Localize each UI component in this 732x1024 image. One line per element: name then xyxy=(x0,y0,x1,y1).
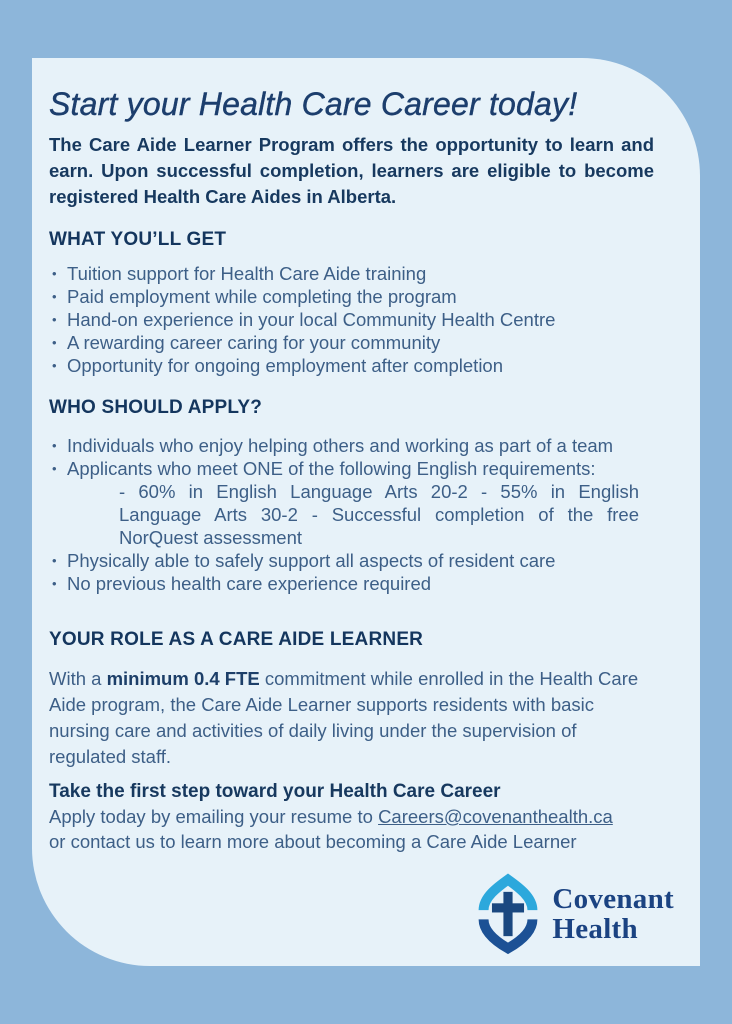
bullet-icon: • xyxy=(52,358,57,373)
role-text-suffix: commitment while enrolled in the Health Care Aide program, the Care Aide Learner supports residents with basic nursing care and activities of daily living under the supervision of regulated staff. xyxy=(49,668,639,767)
bullet-icon: • xyxy=(52,289,57,304)
apply-line xyxy=(49,804,654,829)
list-item-text: Opportunity for ongoing employment after completion xyxy=(67,355,504,376)
list-item-text: Physically able to safely support all aspects of resident care xyxy=(67,550,556,571)
list-item-text: Paid employment while completing the program xyxy=(67,286,457,307)
section-heading-who-should-apply: WHO SHOULD APPLY? xyxy=(49,397,263,418)
logo-wordmark-line1: Covenant xyxy=(552,883,674,915)
list-item xyxy=(49,354,654,377)
bullet-icon: • xyxy=(52,438,57,453)
flyer-card xyxy=(32,58,700,966)
english-requirements-detail: - 60% in English Language Arts 20-2 - 55% in English Language Arts 30-2 - Successful completion of the free NorQuest assessment xyxy=(119,481,639,548)
email-link[interactable]: Careers@covenanthealth.ca xyxy=(378,806,613,827)
cross-icon xyxy=(492,903,524,912)
list-item-text: A rewarding career caring for your community xyxy=(67,332,441,353)
covenant-health-logo xyxy=(477,872,674,956)
list-item xyxy=(49,572,654,595)
section-heading-what-you-get: WHAT YOU’LL GET xyxy=(49,229,227,250)
bullet-icon: • xyxy=(52,576,57,591)
list-item-text: Tuition support for Health Care Aide training xyxy=(67,263,427,284)
page-title: Start your Health Care Career today! xyxy=(49,86,578,122)
list-item xyxy=(49,262,654,285)
bullet-icon: • xyxy=(52,312,57,327)
covenant-health-logo-icon xyxy=(477,872,539,956)
section-heading-your-role: YOUR ROLE AS A CARE AIDE LEARNER xyxy=(49,629,424,650)
bullet-icon: • xyxy=(52,461,57,476)
logo-wordmark xyxy=(552,884,674,944)
logo-wordmark-line2: Health xyxy=(552,913,638,945)
cross-icon xyxy=(504,892,513,936)
list-item-text: No previous health care experience required xyxy=(67,573,432,594)
list-item xyxy=(49,434,654,457)
what-you-get-list xyxy=(49,262,654,377)
cta-heading: Take the first step toward your Health Care Career xyxy=(49,781,501,802)
apply-text-prefix: Apply today by emailing your resume to xyxy=(49,806,379,827)
bullet-icon: • xyxy=(52,553,57,568)
list-item xyxy=(49,331,654,354)
role-text-prefix: With a xyxy=(49,668,107,689)
list-item xyxy=(49,549,654,572)
fte-commitment-bold: minimum 0.4 FTE xyxy=(106,668,260,689)
bullet-icon: • xyxy=(52,266,57,281)
bullet-icon: • xyxy=(52,335,57,350)
who-should-apply-list xyxy=(49,434,654,595)
list-item-text: Applicants who meet ONE of the following English requirements: xyxy=(67,458,596,479)
list-item xyxy=(49,285,654,308)
contact-line: or contact us to learn more about becoming a Care Aide Learner xyxy=(49,831,577,852)
list-item-text: Hand-on experience in your local Community Health Centre xyxy=(67,309,556,330)
cta-block xyxy=(49,779,654,854)
role-paragraph xyxy=(49,666,654,770)
list-item xyxy=(49,308,654,331)
list-item xyxy=(49,457,654,480)
intro-paragraph: The Care Aide Learner Program offers the opportunity to learn and earn. Upon successful completion, learners are eligible to become registered Health Care Aides in Alberta. xyxy=(49,134,654,207)
list-item-text: Individuals who enjoy helping others and working as part of a team xyxy=(67,435,614,456)
